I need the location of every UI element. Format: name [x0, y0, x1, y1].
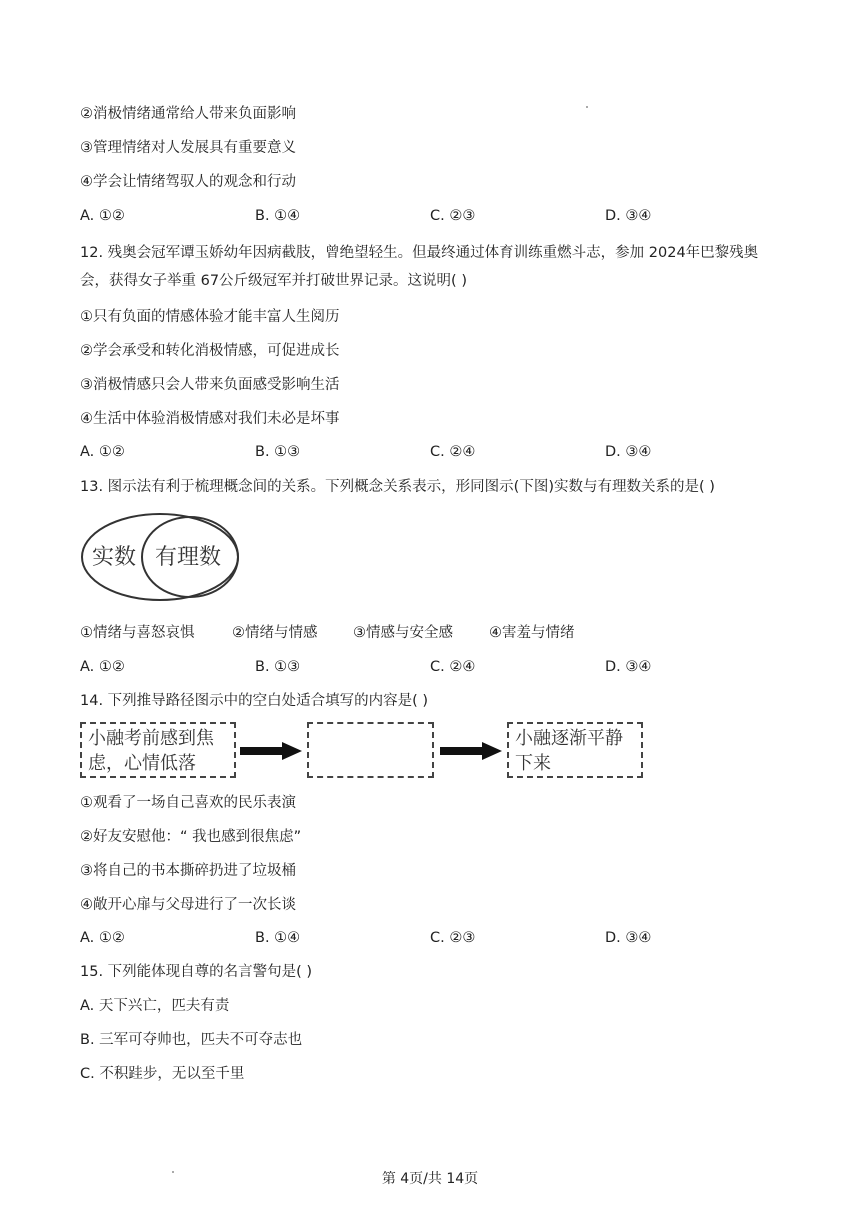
- q11-option-a: A. ①②: [80, 208, 125, 224]
- q12-item-3: ③消极情感只会人带来负面感受影响生活: [80, 377, 340, 393]
- q13-item-1: ①情绪与喜怒哀惧: [80, 625, 195, 641]
- q15-option-c: C. 不积跬步，无以至千里: [80, 1066, 245, 1082]
- q14-option-b: B. ①④: [255, 930, 301, 946]
- q14-option-d: D. ③④: [605, 930, 652, 946]
- q13-option-a: A. ①②: [80, 659, 125, 675]
- q14-item-2: ②好友安慰他：“ 我也感到很焦虑”: [80, 829, 302, 845]
- q12-item-1: ①只有负面的情感体验才能丰富人生阅历: [80, 309, 340, 325]
- q11-item-3: ③管理情绪对人发展具有重要意义: [80, 140, 296, 156]
- flow-arrow-2: [440, 742, 502, 760]
- flow-box-start: [80, 722, 236, 778]
- q13-item-4: ④害羞与情绪: [489, 625, 575, 641]
- q13-option-b: B. ①③: [255, 659, 301, 675]
- scan-dot: [586, 106, 588, 108]
- q15-stem: 15. 下列能体现自尊的名言警句是( ): [80, 964, 313, 980]
- q11-item-4: ④学会让情绪驾驭人的观念和行动: [80, 174, 296, 190]
- page-footer: 第 4页/共 14页: [381, 1171, 479, 1187]
- q15-option-b: B. 三军可夺帅也，匹夫不可夺志也: [80, 1032, 303, 1048]
- flow-box-start-line2: 虑，心情低落: [88, 753, 196, 774]
- q14-option-c: C. ②③: [430, 930, 476, 946]
- q13-stem: 13. 图示法有利于梳理概念间的关系。下列概念关系表示，形同图示(下图)实数与有理数关系的是( ): [80, 479, 715, 495]
- flow-diagram: [80, 720, 650, 780]
- q13-item-3: ③情感与安全感: [353, 625, 453, 641]
- q12-option-c: C. ②④: [430, 444, 476, 460]
- flow-box-start-line1: 小融考前感到焦: [88, 728, 214, 749]
- venn-inner-label: 有理数: [155, 545, 222, 570]
- flow-box-end-line1: 小融逐渐平静: [515, 728, 623, 749]
- q14-item-1: ①观看了一场自己喜欢的民乐表演: [80, 795, 296, 811]
- q12-item-2: ②学会承受和转化消极情感，可促进成长: [80, 343, 340, 359]
- q15-option-a: A. 天下兴亡，匹夫有责: [80, 998, 230, 1014]
- q12-option-a: A. ①②: [80, 444, 125, 460]
- q12-item-4: ④生活中体验消极情感对我们未必是坏事: [80, 411, 340, 427]
- q12-option-d: D. ③④: [605, 444, 652, 460]
- q11-option-c: C. ②③: [430, 208, 476, 224]
- q13-option-d: D. ③④: [605, 659, 652, 675]
- q11-option-d: D. ③④: [605, 208, 652, 224]
- q12-stem-line1: 12. 残奥会冠军谭玉娇幼年因病截肢，曾绝望轻生。但最终通过体育训练重燃斗志，参加 2024年巴黎残奥: [80, 245, 759, 261]
- q14-option-a: A. ①②: [80, 930, 125, 946]
- q11-item-2: ②消极情绪通常给人带来负面影响: [80, 106, 296, 122]
- flow-box-end: [507, 722, 643, 778]
- q13-item-2: ②情绪与情感: [232, 625, 318, 641]
- q12-stem-line2: 会，获得女子举重 67公斤级冠军并打破世界记录。这说明( ): [80, 273, 467, 289]
- q14-stem: 14. 下列推导路径图示中的空白处适合填写的内容是( ): [80, 693, 429, 709]
- q14-item-4: ④敞开心扉与父母进行了一次长谈: [80, 897, 296, 913]
- flow-box-blank: [307, 722, 434, 778]
- flow-box-end-line2: 下来: [515, 753, 551, 774]
- q11-option-b: B. ①④: [255, 208, 301, 224]
- q12-option-b: B. ①③: [255, 444, 301, 460]
- flow-arrow-1: [240, 742, 302, 760]
- q14-item-3: ③将自己的书本撕碎扔进了垃圾桶: [80, 863, 296, 879]
- venn-diagram: [80, 512, 245, 602]
- venn-outer-label: 实数: [92, 545, 137, 570]
- q13-option-c: C. ②④: [430, 659, 476, 675]
